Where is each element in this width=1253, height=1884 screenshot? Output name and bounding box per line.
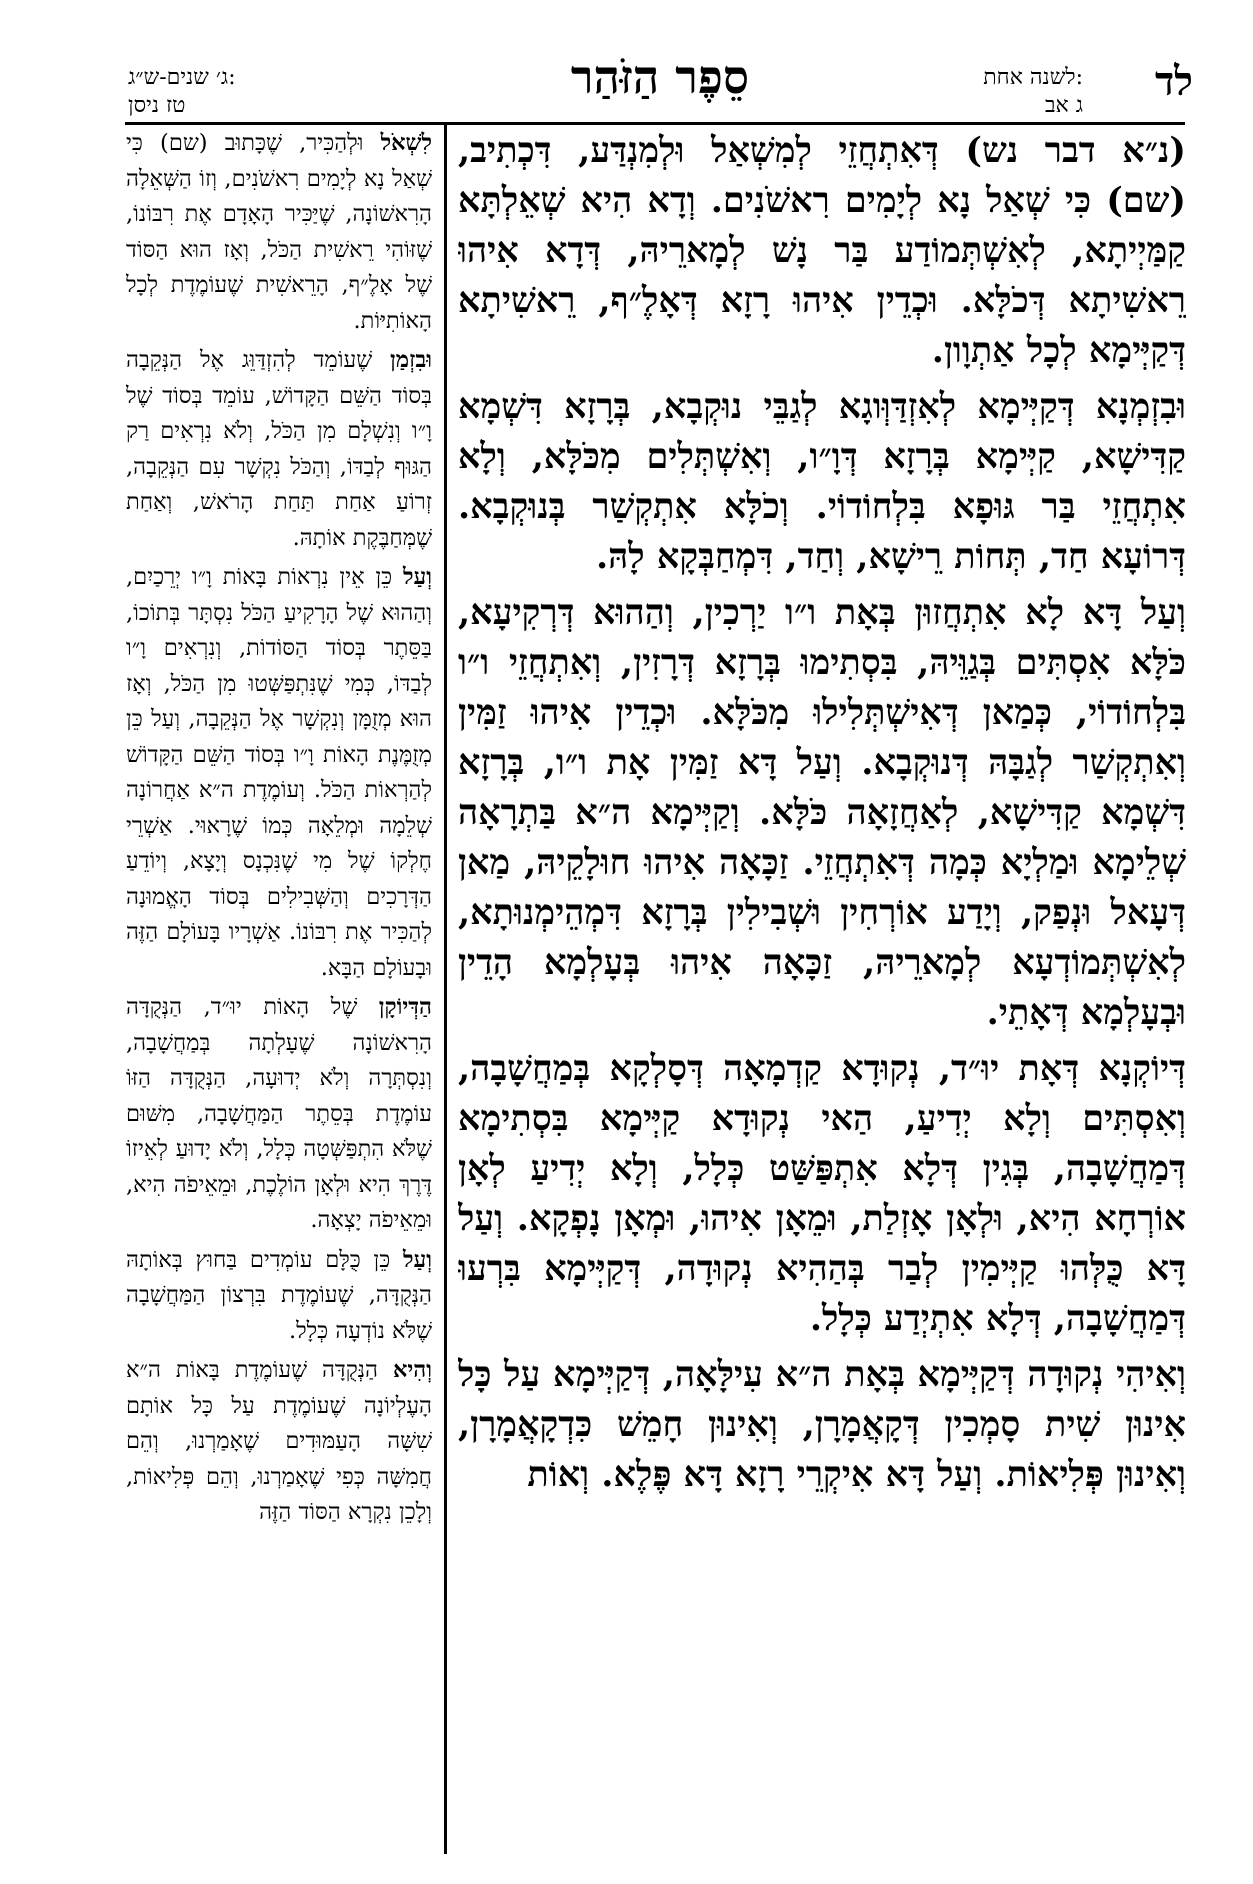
schedule-label: לשנה אחת: bbox=[983, 65, 1083, 90]
paragraph-opening-word: וְעַל bbox=[402, 1246, 432, 1273]
book-title: סֵפֶר הַזֹּהַר bbox=[570, 50, 750, 104]
reading-schedule-one-year bbox=[983, 64, 1083, 120]
page-header bbox=[0, 0, 1253, 120]
schedule-label: ג׳ שנים-ש״ג: bbox=[128, 65, 236, 90]
paragraph-opening-word: וּבִזְמַן bbox=[390, 347, 432, 373]
paragraph-text: דְּקַיְּימָא לְאִזְדַּוְּוגָא לְגַבֵּי נוּקְבָא, בְּרָזָא דִּשְׁמָא קַדִּישָׁא, קַיְּימָא בְּרָזָא דְּוָ״ו, וְאִשְׁתְּלִים מִכֹּלָּא, וְלָא אִתְחֲזֵי בַּר גּוּפָא בִּלְחוֹדוֹי. וְכֹלָּא אִתְקְשַׁר בְּנוּקְבָא. דְּרוֹעָא חַד, תְּחוֹת רֵישָׁא, וְחַד, דִּמְחַבְּקָא לָהּ. bbox=[458, 386, 1186, 577]
paragraph-opening-word: וְהִיא bbox=[392, 1357, 432, 1383]
paragraph-text: דָּא לָא אִתְחֲזוּן בְּאָת ו״ו יַרְכִין, וְהַהוּא דְּרְקִיעָא, כֹּלָּא אִסְתִּים בְּגַוֵּיהּ, בִּסְתִימוּ בְּרָזָא דְּרָזִין, וְאִתְחֲזֵי ו״ו בִּלְחוֹדוֹי, כְּמַאן דְּאִישְׁתְּלִילוּ מִכֹּלָּא. וּכְדֵין אִיהוּ זַמִּין וְאִתְקְשַׁר לְגַבָּהּ דְּנוּקְבָא. וְעַל דָּא זַמִּין אָת ו״ו, בְּרָזָא דִּשְׁמָא קַדִּישָׁא, לְאַחֲזָאָה כֹּלָּא. וְקַיְּימָא ה״א בַּתְרָאָה שְׁלֵימָא וּמַלְיָא כְּמָה דְּאִתְחֲזֵי. זַכָּאָה אִיהוּ חוּלָקֵיהּ, מַאן דְּעָאל וּנְפַק, וְיָדַע אוֹרְחִין וּשְׁבִילִין בְּרָזָא דִּמְהֵימְנוּתָא, לְאִשְׁתְּמוֹדְעָא לְמָארֵיהּ, זַכָּאָה אִיהוּ בְּעָלְמָא הָדֵין וּבְעָלְמָא דְּאָתֵי. bbox=[458, 592, 1186, 1033]
hebrew-paragraph bbox=[126, 990, 432, 1239]
paragraph-opening-word: (נ״א דבר נש) דְּאִתְחֲזֵי bbox=[838, 130, 1186, 171]
paragraph-opening-word: וְאִיהִי bbox=[1116, 1354, 1186, 1395]
paragraph-text: דְּאָת יוּ״ד, נְקוּדָא קַדְמָאָה דְּסָלְקָא בְּמַחֲשָׁבָה, וְאִסְתִּים וְלָא יְדִיעַ, הַאי נְקוּדָא קַיְּימָא בִּסְתִימָא דְּמַחֲשָׁבָה, בְּגִין דְּלָא אִתְפַּשַּׁט כְּלָל, וְלָא יְדִיעַ לְאָן אוֹרְחָא הִיא, וּלְאָן אָזְלַת, וּמֵאָן אִיהוּ, וּמְאָן נָפְקָא. וְעַל דָּא כֻּלְּהוּ קַיְּימִין לְבַר בְּהַהִיא נְקוּדָה, דְּקַיְּימָא בִּרְעוּ דְּמַחֲשָׁבָה, דְּלָא אִתְיְדַע כְּלָל. bbox=[458, 1048, 1186, 1339]
paragraph-text: נְקוּדָה דְּקַיְּימָא בְּאָת ה״א עִילָּאָה, דְּקַיְּימָא עַל כָּל אִינוּן שִׁית סָמְכִין דְּקָאֲמָרָן, וְאִינוּן חָמֵשׁ כִּדְקָאֲמָרָן, וְאִינוּן פְּלִיאוֹת. וְעַל דָּא אִיקְרֵי רָזָא דָּא פֶּלֶא. וְאוֹת bbox=[458, 1354, 1186, 1495]
paragraph-text: כֵּן אֵין נִרְאוֹת בָּאוֹת וָ״ו יְרֵכַיִם, וְהַהוּא שֶׁל הָרָקִיעַ הַכֹּל נִסְתָּר בְּתוֹכוֹ, בַּסֵּתֶר בְּסוֹד הַסּוֹדוֹת, וְנִרְאִים וָ״ו לְבַדּוֹ, כְּמִי שֶׁנִּתְפַּשְּׁטוּ מִן הַכֹּל, וְאָז הוּא מְזֻמָּן וְנִקְשָׁר אֶל הַנְּקֵבָה, וְעַל כֵּן מְזֻמֶּנֶת הָאוֹת וָ״ו בְּסוֹד הַשֵּׁם הַקָּדוֹשׁ לְהַרְאוֹת הַכֹּל. וְעוֹמֶדֶת ה״א אַחֲרוֹנָה שְׁלֵמָה וּמְלֵאָה כְּמוֹ שֶׁרָאוּי. אַשְׁרֵי חֶלְקוֹ שֶׁל מִי שֶׁנִּכְנָס וְיָצָא, וְיוֹדֵעַ הַדְּרָכִים וְהַשְּׁבִילִים בְּסוֹד הָאֱמוּנָה לְהַכִּיר אֶת רִבּוֹנוֹ. אַשְׁרָיו בָּעוֹלָם הַזֶּה וּבָעוֹלָם הַבָּא. bbox=[126, 564, 432, 981]
schedule-date: טז ניסן bbox=[128, 93, 186, 118]
paragraph-opening-word: וְעַל bbox=[402, 564, 432, 590]
schedule-date: ג אב bbox=[1044, 93, 1083, 118]
hebrew-translation-column bbox=[126, 126, 432, 1876]
paragraph-opening-word: הַדְּיוֹקָן bbox=[378, 994, 432, 1020]
paragraph-opening-word: דְּיוֹקְנָא bbox=[1098, 1048, 1186, 1089]
aramaic-paragraph bbox=[458, 1350, 1186, 1500]
paragraph-opening-word: וְעַל bbox=[1140, 592, 1186, 633]
reading-schedule-three-years bbox=[128, 64, 236, 120]
aramaic-paragraph bbox=[458, 588, 1186, 1038]
paragraph-opening-word: וּבִזְמְנָא bbox=[1095, 386, 1186, 427]
column-divider bbox=[444, 124, 447, 1854]
hebrew-paragraph bbox=[126, 560, 432, 986]
header-divider bbox=[125, 122, 1185, 125]
paragraph-text: לְמִשְׁאַל וּלְמִנְדַּע, דִּכְתִיב, (שם) כִּי שְׁאַל נָא לְיָמִים רִאשֹׁנִים. וְדָא הִיא שְׁאֵלְתָּא קַמַּיְיתָא, לְאִשְׁתְּמוֹדַע בַּר נָשׁ לְמָארֵיהּ, דְּדָא אִיהוּ רֵאשִׁיתָא דְּכֹלָּא. וּכְדֵין אִיהוּ רָזָא דְּאָלֶ״ף, רֵאשִׁיתָא דְּקַיְּימָא לְכָל אַתְוָון. bbox=[458, 130, 1186, 371]
paragraph-text: כֵּן כֻּלָּם עוֹמְדִים בַּחוּץ בְּאוֹתָהּ הַנְּקֻדָּה, שֶׁעוֹמֶדֶת בִּרְצוֹן הַמַּחֲשָׁבָה שֶׁלֹּא נוֹדְעָה כְּלָל. bbox=[126, 1246, 432, 1344]
hebrew-paragraph bbox=[126, 1243, 432, 1350]
paragraph-text: שֶׁעוֹמֵד לְהִזְדַּוֵּג אֶל הַנְּקֵבָה בְּסוֹד הַשֵּׁם הַקָּדוֹשׁ, עוֹמֵד בְּסוֹד שֶׁל וָ״ו וְנִשְׁלָם מִן הַכֹּל, וְלֹא נִרְאִים רַק הַגּוּף לְבַדּוֹ, וְהַכֹּל נִקְשָׁר עִם הַנְּקֵבָה, זְרוֹעַ אַחַת תַּחַת הָרֹאשׁ, וְאַחַת שֶׁמְּחַבֶּקֶת אוֹתָהּ. bbox=[126, 347, 432, 551]
hebrew-paragraph bbox=[126, 1353, 432, 1531]
aramaic-paragraph bbox=[458, 1044, 1186, 1344]
aramaic-paragraph bbox=[458, 126, 1186, 376]
hebrew-paragraph bbox=[126, 343, 432, 556]
paragraph-text: הַנְּקֻדָּה שֶׁעוֹמֶדֶת בָּאוֹת ה״א הָעֶלְיוֹנָה שֶׁעוֹמֶדֶת עַל כָּל אוֹתָם שִׁשָּׁה הָעַמּוּדִים שֶׁאָמַרְנוּ, וְהֵם חֲמִשָּׁה כְּפִי שֶׁאָמַרְנוּ, וְהֵם פְּלִיאוֹת, וְלָכֵן נִקְרָא הַסּוֹד הַזֶּה bbox=[126, 1357, 432, 1525]
page-number: לד bbox=[1155, 58, 1193, 105]
paragraph-text: שֶׁל הָאוֹת יוּ״ד, הַנְּקֻדָּה הָרִאשׁוֹנָה שֶׁעָלְתָה בְּמַחֲשָׁבָה, וְנִסְתְּרָה וְלֹא יְדוּעָה, הַנְּקֻדָּה הַזּוֹ עוֹמֶדֶת בְּסֵתֶר הַמַּחֲשָׁבָה, מִשּׁוּם שֶׁלֹּא הִתְפַּשְּׁטָה כְּלָל, וְלֹא יָדוּעַ לְאֵיזוֹ דֶּרֶךְ הִיא וּלְאָן הוֹלֶכֶת, וּמֵאֵיפֹה הִיא, וּמֵאֵיפֹה יָצְאָה. bbox=[126, 994, 432, 1233]
aramaic-paragraph bbox=[458, 382, 1186, 582]
aramaic-column bbox=[458, 126, 1186, 1876]
paragraph-opening-word: לִשְׁאֹל bbox=[380, 130, 432, 156]
hebrew-paragraph bbox=[126, 126, 432, 339]
paragraph-text: וּלְהַכִּיר, שֶׁכָּתוּב (שם) כִּי שְׁאַל נָא לְיָמִים רִאשֹׁנִים, וְזוֹ הַשְּׁאֵלָה הָרִאשׁוֹנָה, שֶׁיַּכִּיר הָאָדָם אֶת רִבּוֹנוֹ, שֶׁזּוֹהִי רֵאשִׁית הַכֹּל, וְאָז הוּא הַסּוֹד שֶׁל אָלֶ״ף, הָרֵאשִׁית שֶׁעוֹמֶדֶת לְכָל הָאוֹתִיּוֹת. bbox=[126, 130, 432, 334]
